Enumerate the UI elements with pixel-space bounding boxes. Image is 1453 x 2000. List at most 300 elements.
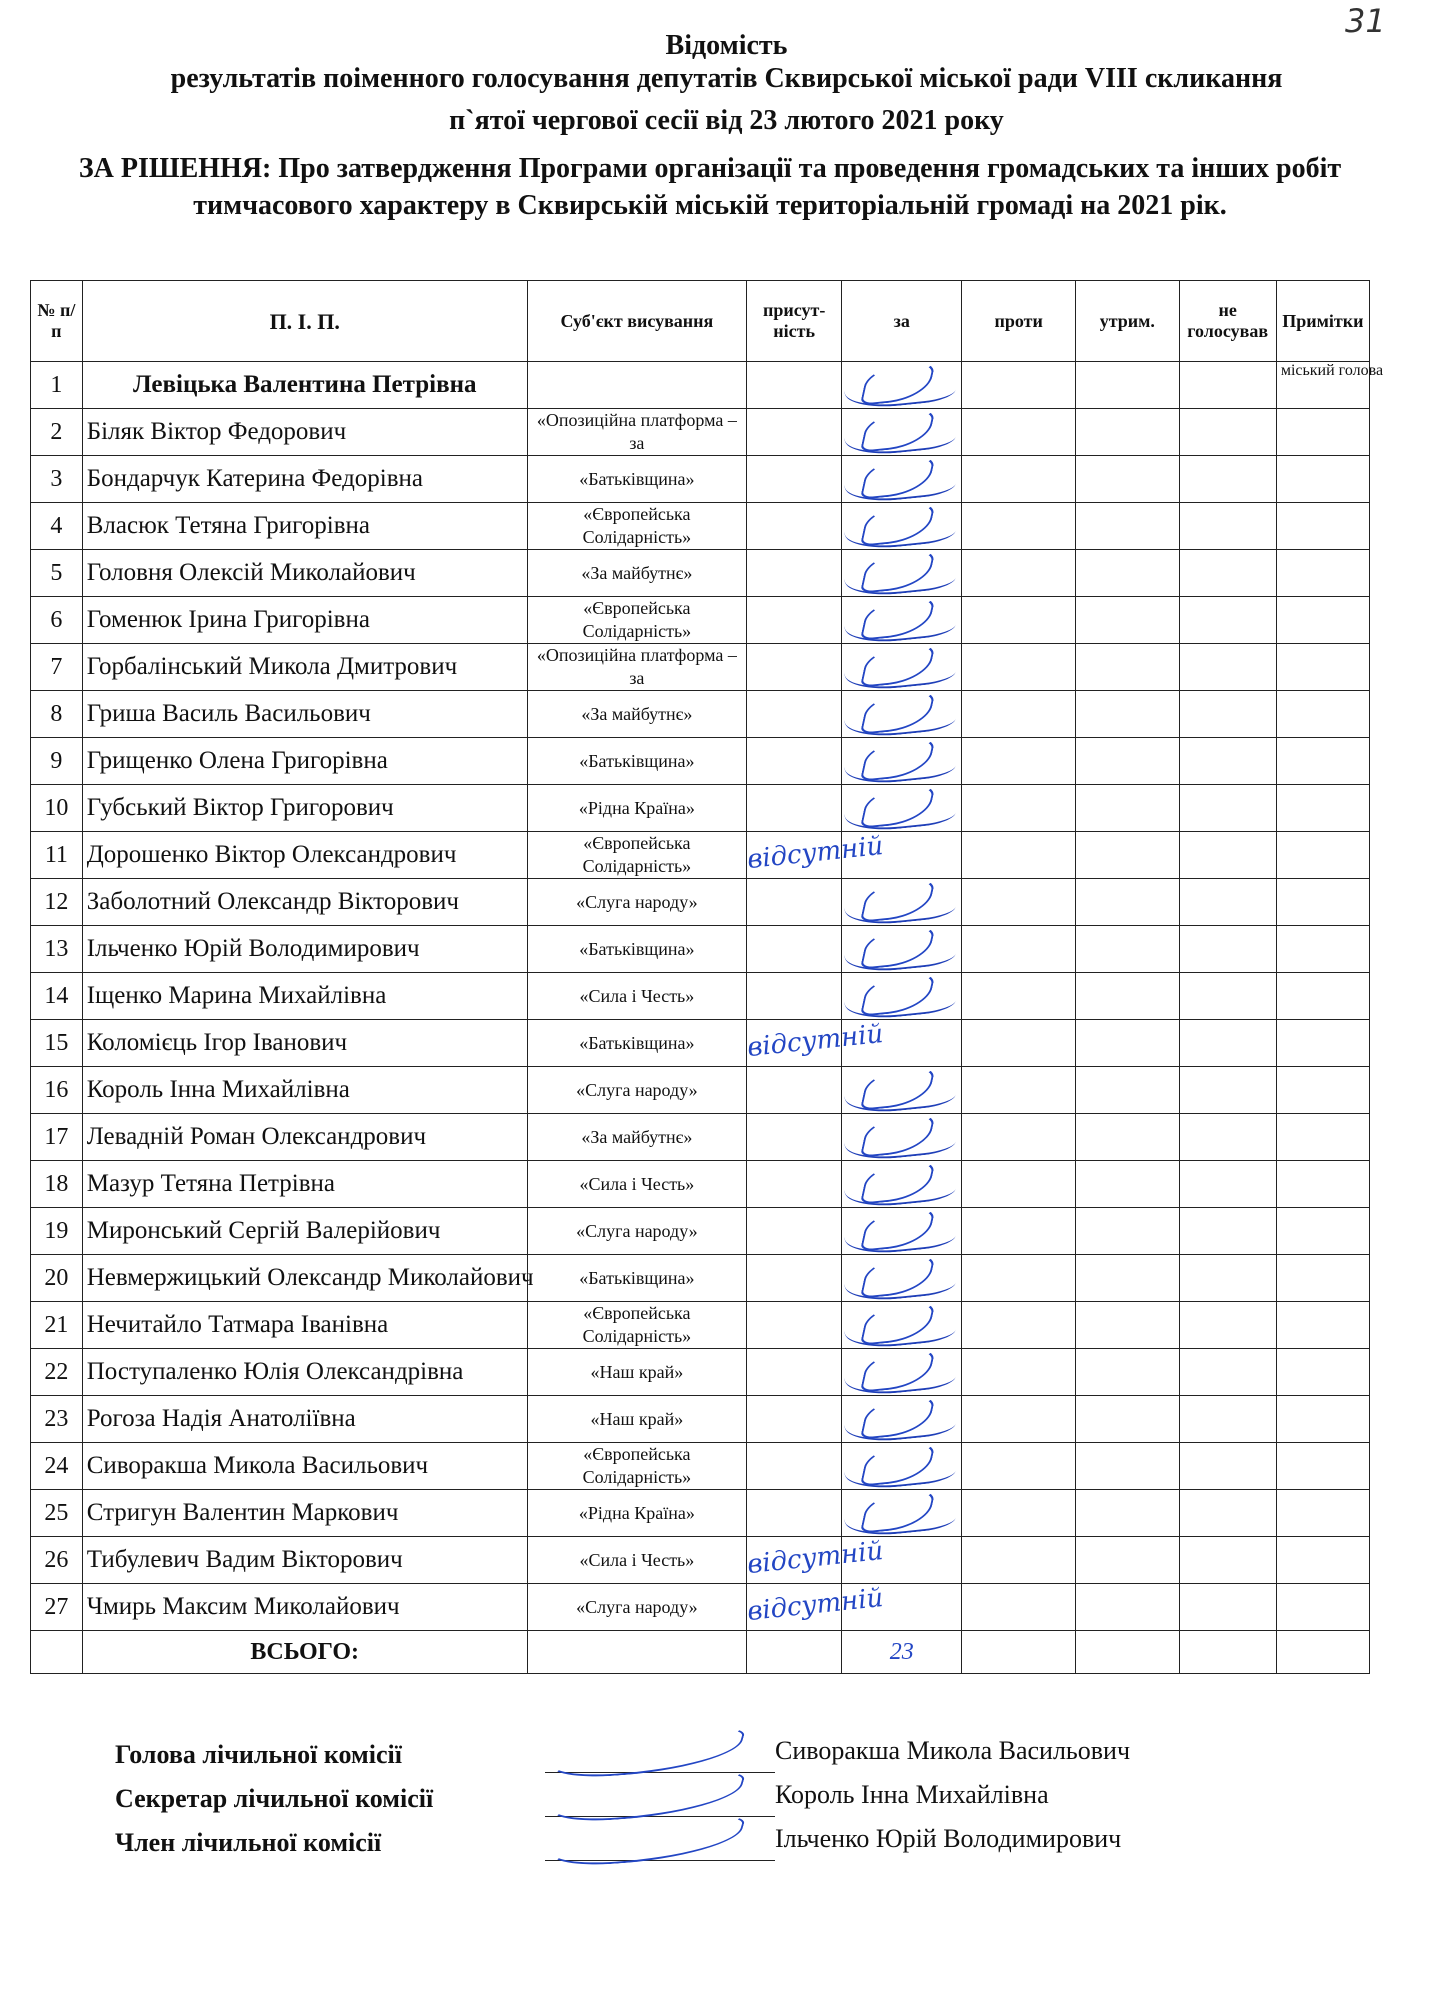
document-title: Відомість	[665, 30, 788, 61]
total-abstain-cell	[1076, 1631, 1179, 1674]
against-cell	[962, 738, 1076, 785]
row-number: 3	[31, 456, 83, 503]
note-cell	[1276, 1490, 1369, 1537]
not-voted-cell	[1179, 550, 1276, 597]
deputy-name: Губський Віктор Григорович	[82, 785, 527, 832]
table-row	[31, 409, 1370, 456]
commission-role: Голова лічильної комісії	[115, 1740, 402, 1769]
deputy-party: «Рідна Країна»	[527, 785, 746, 832]
for-cell	[842, 1067, 962, 1114]
abstain-cell	[1076, 1537, 1179, 1584]
commission-member-name: Король Інна Михайлівна	[775, 1780, 1049, 1809]
for-cell	[842, 738, 962, 785]
deputy-name: Горбалінський Микола Дмитрович	[82, 644, 527, 691]
for-cell	[842, 1490, 962, 1537]
present-cell	[747, 1349, 842, 1396]
against-cell	[962, 409, 1076, 456]
deputy-party: «Слуга народу»	[527, 879, 746, 926]
row-number: 9	[31, 738, 83, 785]
total-note-cell	[1276, 1631, 1369, 1674]
deputy-name: Ільченко Юрій Володимирович	[82, 926, 527, 973]
note-cell	[1276, 785, 1369, 832]
note-cell	[1276, 1020, 1369, 1067]
against-cell	[962, 1302, 1076, 1349]
deputy-name: Грищенко Олена Григорівна	[82, 738, 527, 785]
against-cell	[962, 1349, 1076, 1396]
note-cell	[1276, 1114, 1369, 1161]
table-row	[31, 973, 1370, 1020]
against-cell	[962, 1020, 1076, 1067]
table-row	[31, 879, 1370, 926]
handwritten-signature	[841, 550, 962, 599]
deputy-party: «Опозиційна платформа – за	[527, 409, 746, 456]
col-note-header: Примітки	[1276, 281, 1369, 362]
deputy-party: «Європейська Солідарність»	[527, 1302, 746, 1349]
deputy-party	[527, 362, 746, 409]
voting-table	[30, 280, 1384, 1674]
handwritten-signature	[841, 926, 962, 975]
deputy-name: Чмирь Максим Миколайович	[82, 1584, 527, 1631]
table-row	[31, 456, 1370, 503]
for-cell	[842, 1302, 962, 1349]
commission-role: Член лічильної комісії	[115, 1828, 382, 1857]
deputy-name: Мазур Тетяна Петрівна	[82, 1161, 527, 1208]
table-row	[31, 1584, 1370, 1631]
against-cell	[962, 926, 1076, 973]
abstain-cell	[1076, 1208, 1179, 1255]
abstain-cell	[1076, 926, 1179, 973]
table-row	[31, 550, 1370, 597]
present-cell	[747, 456, 842, 503]
not-voted-cell	[1179, 456, 1276, 503]
deputy-name: Заболотний Олександр Вікторович	[82, 879, 527, 926]
against-cell	[962, 456, 1076, 503]
present-cell	[745, 1018, 885, 1067]
note-cell: міський голова	[1276, 362, 1369, 409]
for-cell	[842, 550, 962, 597]
commission-role: Секретар лічильної комісії	[115, 1784, 434, 1813]
handwritten-signature	[841, 456, 962, 505]
abstain-cell	[1076, 644, 1179, 691]
against-cell	[962, 1537, 1076, 1584]
table-row	[31, 738, 1370, 785]
row-number: 26	[31, 1537, 83, 1584]
deputy-party: «Батьківщина»	[527, 926, 746, 973]
note-cell	[1276, 832, 1369, 879]
present-cell	[745, 1582, 885, 1631]
handwritten-signature	[841, 1490, 962, 1539]
row-number: 16	[31, 1067, 83, 1114]
against-cell	[962, 503, 1076, 550]
against-cell	[962, 1114, 1076, 1161]
row-number: 13	[31, 926, 83, 973]
page-number: 31	[1345, 2, 1386, 40]
abstain-cell	[1076, 597, 1179, 644]
deputy-party: «За майбутнє»	[527, 550, 746, 597]
not-voted-cell	[1179, 1255, 1276, 1302]
abstain-cell	[1076, 503, 1179, 550]
for-cell	[842, 644, 962, 691]
col-for-header: за	[842, 281, 962, 362]
deputy-name: Невмержицький Олександр Миколайович	[82, 1255, 527, 1302]
row-number: 21	[31, 1302, 83, 1349]
note-cell	[1276, 1537, 1369, 1584]
present-cell	[747, 1161, 842, 1208]
table-row	[31, 1302, 1370, 1349]
handwritten-signature	[841, 1302, 962, 1351]
abstain-cell	[1076, 1490, 1179, 1537]
table-row	[31, 1396, 1370, 1443]
col-name-header: П. І. П.	[82, 281, 527, 362]
abstain-cell	[1076, 362, 1179, 409]
table-row	[31, 1114, 1370, 1161]
col-present-header: присут-ність	[747, 281, 842, 362]
for-cell	[842, 1255, 962, 1302]
note-cell	[1276, 1302, 1369, 1349]
against-cell	[962, 973, 1076, 1020]
note-cell	[1276, 1161, 1369, 1208]
note-cell	[1276, 644, 1369, 691]
not-voted-cell	[1179, 738, 1276, 785]
total-present-cell	[747, 1631, 842, 1674]
deputy-party: «За майбутнє»	[527, 1114, 746, 1161]
for-cell	[842, 1443, 962, 1490]
for-cell	[842, 362, 962, 409]
deputy-party: «Рідна Країна»	[527, 1490, 746, 1537]
deputy-party: «Сила і Честь»	[527, 1161, 746, 1208]
col-abstain-header: утрим.	[1076, 281, 1179, 362]
not-voted-cell	[1179, 973, 1276, 1020]
handwritten-signature	[841, 1443, 962, 1492]
row-number: 15	[31, 1020, 83, 1067]
table-row	[31, 362, 1370, 409]
for-cell	[842, 926, 962, 973]
table-row	[31, 1208, 1370, 1255]
deputy-name: Гриша Василь Васильович	[82, 691, 527, 738]
present-cell	[747, 691, 842, 738]
handwritten-signature	[841, 597, 962, 646]
decision-text: ЗА РІШЕННЯ: Про затвердження Програми організації та проведення громадських та інших робіт тимчасового характеру в Сквирській міській територіальній громаді на 2021 рік.	[78, 153, 1342, 221]
deputy-name: Поступаленко Юлія Олександрівна	[82, 1349, 527, 1396]
not-voted-cell	[1179, 1396, 1276, 1443]
deputy-name: Тибулевич Вадим Вікторович	[82, 1537, 527, 1584]
deputy-name: Миронський Сергій Валерійович	[82, 1208, 527, 1255]
not-voted-cell	[1179, 1020, 1276, 1067]
deputy-name: Гоменюк Ірина Григорівна	[82, 597, 527, 644]
present-cell	[747, 503, 842, 550]
col-num-header: № п/п	[31, 281, 83, 362]
deputy-party: «Наш край»	[527, 1349, 746, 1396]
against-cell	[962, 1584, 1076, 1631]
deputy-name: Стригун Валентин Маркович	[82, 1490, 527, 1537]
deputy-name: Головня Олексій Миколайович	[82, 550, 527, 597]
handwritten-signature	[841, 1255, 962, 1304]
against-cell	[962, 550, 1076, 597]
handwritten-signature	[841, 879, 962, 928]
table-row	[31, 1443, 1370, 1490]
note-cell	[1276, 409, 1369, 456]
abstain-cell	[1076, 1114, 1179, 1161]
not-voted-cell	[1179, 1349, 1276, 1396]
present-cell	[745, 830, 885, 879]
present-cell	[747, 973, 842, 1020]
total-against-cell	[962, 1631, 1076, 1674]
table-row	[31, 1020, 1370, 1067]
against-cell	[962, 1067, 1076, 1114]
deputy-party: «Опозиційна платформа – за	[527, 644, 746, 691]
row-number: 25	[31, 1490, 83, 1537]
against-cell	[962, 785, 1076, 832]
against-cell	[962, 1161, 1076, 1208]
table-header-row	[31, 281, 1370, 362]
table-row	[31, 503, 1370, 550]
handwritten-signature	[841, 503, 962, 552]
abstain-cell	[1076, 691, 1179, 738]
present-cell	[747, 1396, 842, 1443]
row-number: 10	[31, 785, 83, 832]
row-number: 5	[31, 550, 83, 597]
not-voted-cell	[1179, 1537, 1276, 1584]
not-voted-cell	[1179, 409, 1276, 456]
row-number: 24	[31, 1443, 83, 1490]
table-row	[31, 1161, 1370, 1208]
total-for-value: 23	[842, 1631, 962, 1674]
not-voted-cell	[1179, 597, 1276, 644]
total-label: ВСЬОГО:	[82, 1631, 527, 1674]
note-cell	[1276, 1255, 1369, 1302]
table-body	[31, 362, 1384, 1631]
deputy-party: «Батьківщина»	[527, 738, 746, 785]
document-subtitle-1: результатів поіменного голосування депутатів Сквирської міської ради VIII скликання	[170, 63, 1283, 94]
row-number: 18	[31, 1161, 83, 1208]
for-cell	[842, 1161, 962, 1208]
abstain-cell	[1076, 738, 1179, 785]
present-cell	[747, 644, 842, 691]
deputy-name: Левіцька Валентина Петрівна	[82, 362, 527, 409]
handwritten-signature	[841, 973, 962, 1022]
abstain-cell	[1076, 1020, 1179, 1067]
handwritten-signature	[841, 1114, 962, 1163]
note-cell	[1276, 879, 1369, 926]
for-cell	[842, 691, 962, 738]
against-cell	[962, 691, 1076, 738]
for-cell	[842, 785, 962, 832]
row-number: 20	[31, 1255, 83, 1302]
present-cell	[747, 550, 842, 597]
total-empty-cell	[31, 1631, 83, 1674]
present-cell	[747, 1208, 842, 1255]
against-cell	[962, 879, 1076, 926]
absent-mark: відсутній	[745, 830, 885, 876]
row-number: 8	[31, 691, 83, 738]
note-cell	[1276, 973, 1369, 1020]
note-cell	[1276, 1067, 1369, 1114]
against-cell	[962, 597, 1076, 644]
not-voted-cell	[1179, 832, 1276, 879]
against-cell	[962, 832, 1076, 879]
handwritten-signature	[841, 691, 962, 740]
not-voted-cell	[1179, 1302, 1276, 1349]
against-cell	[962, 644, 1076, 691]
against-cell	[962, 1255, 1076, 1302]
absent-mark: відсутній	[745, 1535, 885, 1581]
for-cell	[842, 456, 962, 503]
handwritten-signature	[841, 738, 962, 787]
for-cell	[842, 1349, 962, 1396]
not-voted-cell	[1179, 926, 1276, 973]
row-number: 23	[31, 1396, 83, 1443]
deputy-party: «Європейська Солідарність»	[527, 597, 746, 644]
commission-member-name: Ільченко Юрій Володимирович	[775, 1824, 1122, 1853]
abstain-cell	[1076, 1396, 1179, 1443]
present-cell	[745, 1535, 885, 1584]
col-not-voted-header: не голосував	[1179, 281, 1276, 362]
abstain-cell	[1076, 1255, 1179, 1302]
abstain-cell	[1076, 1161, 1179, 1208]
deputy-party: «Батьківщина»	[527, 1020, 746, 1067]
deputy-party: «Європейська Солідарність»	[527, 832, 746, 879]
deputy-name: Іщенко Марина Михайлівна	[82, 973, 527, 1020]
not-voted-cell	[1179, 644, 1276, 691]
present-cell	[747, 926, 842, 973]
row-number: 12	[31, 879, 83, 926]
note-cell	[1276, 597, 1369, 644]
deputy-name: Левадній Роман Олександрович	[82, 1114, 527, 1161]
table-row	[31, 832, 1370, 879]
handwritten-signature	[841, 1161, 962, 1210]
for-cell	[842, 1114, 962, 1161]
against-cell	[962, 1396, 1076, 1443]
row-number: 14	[31, 973, 83, 1020]
note-cell	[1276, 1208, 1369, 1255]
absent-mark: відсутній	[745, 1018, 885, 1064]
not-voted-cell	[1179, 1067, 1276, 1114]
abstain-cell	[1076, 832, 1179, 879]
note-cell	[1276, 503, 1369, 550]
handwritten-signature	[841, 1067, 962, 1116]
table-row	[31, 1349, 1370, 1396]
commission-member-name: Сиворакша Микола Васильович	[775, 1736, 1131, 1765]
not-voted-cell	[1179, 1161, 1276, 1208]
against-cell	[962, 1443, 1076, 1490]
deputy-party: «Сила і Честь»	[527, 1537, 746, 1584]
deputy-party: «Наш край»	[527, 1396, 746, 1443]
for-cell	[842, 973, 962, 1020]
note-cell	[1276, 1396, 1369, 1443]
handwritten-signature	[841, 1208, 962, 1257]
table-row	[31, 1067, 1370, 1114]
note-cell	[1276, 1349, 1369, 1396]
for-cell	[842, 1208, 962, 1255]
present-cell	[747, 1302, 842, 1349]
table-row	[31, 1255, 1370, 1302]
not-voted-cell	[1179, 1584, 1276, 1631]
note-cell	[1276, 1443, 1369, 1490]
table-row	[31, 926, 1370, 973]
not-voted-cell	[1179, 1208, 1276, 1255]
note-cell	[1276, 1584, 1369, 1631]
present-cell	[747, 597, 842, 644]
row-number: 4	[31, 503, 83, 550]
against-cell	[962, 1208, 1076, 1255]
row-number: 11	[31, 832, 83, 879]
not-voted-cell	[1179, 503, 1276, 550]
deputy-name: Рогоза Надія Анатоліївна	[82, 1396, 527, 1443]
for-cell	[842, 503, 962, 550]
abstain-cell	[1076, 1443, 1179, 1490]
handwritten-signature	[841, 409, 962, 458]
deputy-party: «Слуга народу»	[527, 1208, 746, 1255]
present-cell	[747, 1067, 842, 1114]
abstain-cell	[1076, 1349, 1179, 1396]
not-voted-cell	[1179, 1114, 1276, 1161]
table-row	[31, 691, 1370, 738]
handwritten-signature	[841, 362, 962, 411]
table-row	[31, 1490, 1370, 1537]
row-number: 7	[31, 644, 83, 691]
not-voted-cell	[1179, 785, 1276, 832]
row-number: 27	[31, 1584, 83, 1631]
deputy-name: Дорошенко Віктор Олександрович	[82, 832, 527, 879]
deputy-party: «Європейська Солідарність»	[527, 503, 746, 550]
deputy-name: Біляк Віктор Федорович	[82, 409, 527, 456]
table-row	[31, 597, 1370, 644]
total-party-cell	[527, 1631, 746, 1674]
row-number: 6	[31, 597, 83, 644]
deputy-name: Бондарчук Катерина Федорівна	[82, 456, 527, 503]
absent-mark: відсутній	[745, 1582, 885, 1628]
note-cell	[1276, 456, 1369, 503]
not-voted-cell	[1179, 691, 1276, 738]
deputy-party: «Батьківщина»	[527, 1255, 746, 1302]
deputy-name: Нечитайло Татмара Іванівна	[82, 1302, 527, 1349]
handwritten-signature	[841, 1349, 962, 1398]
for-cell	[842, 597, 962, 644]
abstain-cell	[1076, 785, 1179, 832]
deputy-party: «Батьківщина»	[527, 456, 746, 503]
handwritten-signature	[841, 1396, 962, 1445]
present-cell	[747, 1114, 842, 1161]
note-cell	[1276, 550, 1369, 597]
deputy-party: «Слуга народу»	[527, 1067, 746, 1114]
deputy-name: Король Інна Михайлівна	[82, 1067, 527, 1114]
for-cell	[842, 409, 962, 456]
col-against-header: проти	[962, 281, 1076, 362]
present-cell	[747, 1490, 842, 1537]
table-row	[31, 785, 1370, 832]
abstain-cell	[1076, 456, 1179, 503]
present-cell	[747, 738, 842, 785]
against-cell	[962, 362, 1076, 409]
table-row	[31, 644, 1370, 691]
not-voted-cell	[1179, 879, 1276, 926]
deputy-party: «За майбутнє»	[527, 691, 746, 738]
deputy-party: «Сила і Честь»	[527, 973, 746, 1020]
note-cell	[1276, 738, 1369, 785]
document-subtitle-2: п`ятої чергової сесії від 23 лютого 2021 року	[449, 105, 1004, 136]
present-cell	[747, 409, 842, 456]
row-number: 22	[31, 1349, 83, 1396]
note-cell	[1276, 926, 1369, 973]
abstain-cell	[1076, 879, 1179, 926]
total-not-voted-cell	[1179, 1631, 1276, 1674]
row-number: 2	[31, 409, 83, 456]
not-voted-cell	[1179, 362, 1276, 409]
present-cell	[747, 362, 842, 409]
abstain-cell	[1076, 550, 1179, 597]
not-voted-cell	[1179, 1490, 1276, 1537]
row-number: 1	[31, 362, 83, 409]
